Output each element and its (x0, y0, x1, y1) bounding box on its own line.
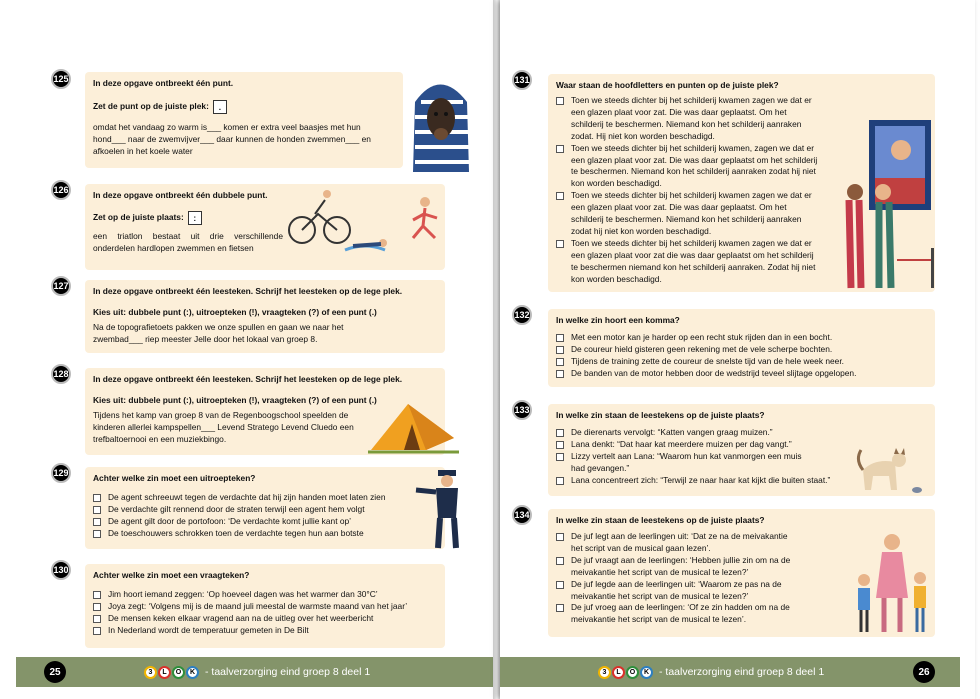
answer-option[interactable]: Lana concentreert zich: “Terwijl ze naar haar kat kijkt die buiten staat.” (556, 475, 856, 487)
checkbox[interactable] (556, 533, 564, 541)
answer-option[interactable]: In Nederland wordt de temperatuur gemeten in De Bilt (93, 625, 437, 637)
answer-option[interactable]: De mensen keken elkaar vragend aan na de uitleg over het weerbericht (93, 613, 437, 625)
checkbox[interactable] (93, 591, 101, 599)
police-officer-illustration (410, 468, 470, 550)
answer-option[interactable]: De juf legde aan de leerlingen uit: ‘Waarom ze pas na de meivakantie het script van de musical te lezen?’ (556, 579, 796, 603)
answer-option[interactable]: Lizzy vertelt aan Lana: “Waarom hun kat vanmorgen een muis had gevangen.” (556, 451, 816, 475)
checkbox[interactable] (556, 477, 564, 485)
answer-option[interactable]: De juf vraagt aan de leerlingen: ‘Hebben jullie zin om na de meivakantie het script van de musical te lezen?’ (556, 555, 796, 579)
answer-option[interactable]: De banden van de motor hebben door de wedstrijd teveel slijtage opgelopen. (556, 368, 927, 380)
checkbox[interactable] (556, 581, 564, 589)
question-title: In welke zin hoort een komma? (556, 315, 680, 325)
answer-option[interactable]: Toen we steeds dichter bij het schilderij kwamen, zagen we dat er een glazen plaat voor zat. Die was daar geplaatst om het schilderij te beschermen. Niemand kon het schilderij aanraken zodat hij niet kon worden beschadigd. (556, 143, 818, 191)
question-title: In deze opgave ontbreekt één leesteken. Schrijf het leesteken op de lege plek. (93, 374, 403, 384)
page-footer (16, 657, 495, 687)
checkbox[interactable] (93, 627, 101, 635)
question-number: 134 (512, 505, 532, 525)
checkbox[interactable] (556, 358, 564, 366)
checkbox[interactable] (556, 370, 564, 378)
museum-painting-illustration (835, 118, 935, 290)
checkbox[interactable] (556, 557, 564, 565)
question-132-box (548, 309, 935, 387)
cat-mouse-illustration (855, 440, 935, 496)
answer-option[interactable]: De juf vroeg aan de leerlingen: ‘Of ze zin hadden om na de meivakantie het script van de musical te lezen’. (556, 602, 796, 626)
answer-option[interactable]: Tijdens de training zette de coureur de snelste tijd van de hele week neer. (556, 356, 927, 368)
page-number: 26 (913, 661, 935, 683)
checkbox[interactable] (556, 97, 564, 105)
checkbox[interactable] (556, 192, 564, 200)
question-number: 128 (51, 364, 71, 384)
question-number: 132 (512, 305, 532, 325)
question-instruction: Zet de punt op de juiste plek: (93, 101, 209, 112)
answer-option[interactable]: Lana denkt: “Dat haar kat meerdere muizen per dag vangt.” (556, 439, 856, 451)
answer-option[interactable]: De dierenarts vervolgt: “Katten vangen graag muizen.” (556, 427, 856, 439)
question-text: een triatlon bestaat uit drie verschillende onderdelen hardlopen zwemmen en fietsen (93, 230, 283, 253)
question-title: Waar staan de hoofdletters en punten op de juiste plek? (556, 80, 779, 90)
triathlon-illustration (285, 188, 445, 268)
answer-option[interactable]: De juf legt aan de leerlingen uit: ‘Dat ze na de meivakantie het script van de musical gaan lezen’. (556, 531, 796, 555)
question-text: Na de topografietoets pakken we onze spullen en gaan we naar het zwembad___ riep meester Jelle door het lokaal van groep 8. (93, 321, 344, 344)
question-number: 125 (51, 69, 71, 89)
3lok-logo: 3 L O K (598, 666, 654, 679)
question-title: In deze opgave ontbreekt één punt. (93, 78, 234, 88)
answer-option[interactable]: De agent gilt door de portofoon: ‘De verdachte komt jullie kant op’ (93, 516, 437, 528)
question-129-box (85, 467, 445, 549)
checkbox[interactable] (93, 615, 101, 623)
checkbox[interactable] (556, 453, 564, 461)
question-text: omdat het vandaag zo warm is___ komen er extra veel baasjes met hun hond___ naar de zwemvijver___ daar kunnen de honden zwemmen___ en afkoelen in het koele water (93, 121, 371, 156)
question-127-box (85, 280, 445, 353)
checkbox[interactable] (556, 441, 564, 449)
answer-option[interactable]: Toen we steeds dichter bij het schilderij kwamen zagen we dat er een glazen plaat voor zat. Die was daar geplaatst. Om het schilderij te beschermen. Niemand kon het schilderij aanraken zodat hij niet kon worden beschadigd. (556, 190, 818, 238)
question-number: 129 (51, 463, 71, 483)
question-number: 130 (51, 560, 71, 580)
checkbox[interactable] (93, 494, 101, 502)
question-title: In welke zin staan de leestekens op de juiste plaats? (556, 515, 765, 525)
teacher-children-illustration (852, 528, 934, 636)
dog-towel-illustration (405, 62, 475, 172)
question-number: 131 (512, 70, 532, 90)
page-footer (500, 657, 960, 687)
page-number: 25 (44, 661, 66, 683)
checkbox[interactable] (93, 603, 101, 611)
answer-option[interactable]: Met een motor kan je harder op een recht stuk rijden dan in een bocht. (556, 332, 927, 344)
answer-option[interactable]: Jim hoort iemand zeggen: ‘Op hoeveel dagen was het warmer dan 30°C’ (93, 589, 437, 601)
punctuation-mark-box: : (188, 211, 202, 225)
answer-option[interactable]: De verdachte gilt rennend door de straten terwijl een agent hem volgt (93, 504, 437, 516)
checkbox[interactable] (93, 518, 101, 526)
checkbox[interactable] (93, 506, 101, 514)
question-130-box (85, 564, 445, 648)
question-title: Achter welke zin moet een vraagteken? (93, 570, 250, 580)
question-number: 126 (51, 180, 71, 200)
question-instruction: Zet op de juiste plaats: (93, 212, 184, 223)
answer-option[interactable]: De coureur hield gisteren geen rekening met de vele scherpe bochten. (556, 344, 927, 356)
question-number: 133 (512, 400, 532, 420)
answer-option[interactable]: Toen we steeds dichter bij het schilderij kwamen zagen we dat er een glazen plaat voor zat. Die was daar geplaatst. Om het schilderij te beschermen. Niemand kon het schilderij aanraken zodat. Hij niet kon worden beschadigd. (556, 95, 818, 143)
3lok-logo: 3 L O K (144, 666, 200, 679)
question-instruction: Kies uit: dubbele punt (:), uitroepteken (!), vraagteken (?) of een punt (.) (93, 306, 377, 317)
punctuation-mark-box: . (213, 100, 227, 114)
footer-title: - taalverzorging eind groep 8 deel 1 (205, 666, 371, 678)
question-instruction: Kies uit: dubbele punt (:), uitroepteken (!), vraagteken (?) of een punt (.) (93, 394, 377, 405)
question-title: In welke zin staan de leestekens op de juiste plaats? (556, 410, 765, 420)
question-text: Tijdens het kamp van groep 8 van de Regenboogschool speelden de kinderen allerlei kampspellen___ Levend Stratego Levend Cluedo een trefbaltoernooi en een muziekbingo. (93, 409, 354, 444)
checkbox[interactable] (556, 346, 564, 354)
checkbox[interactable] (93, 530, 101, 538)
checkbox[interactable] (556, 604, 564, 612)
answer-option[interactable]: Joya zegt: ‘Volgens mij is de maand juli meestal de warmste maand van het jaar’ (93, 601, 437, 613)
checkbox[interactable] (556, 240, 564, 248)
answer-option[interactable]: Toen we steeds dichter bij het schilderij kwamen zagen we dat er een glazen plaat voor zat die was daar geplaatst om het schilderij te beschermen niemand kon het schilderij aanraken. Zodat hij niet kon worden beschadigd. (556, 238, 818, 286)
checkbox[interactable] (556, 429, 564, 437)
footer-title: - taalverzorging eind groep 8 deel 1 (659, 666, 825, 678)
question-title: In deze opgave ontbreekt één leesteken. Schrijf het leesteken op de lege plek. (93, 286, 403, 296)
answer-option[interactable]: De agent schreeuwt tegen de verdachte dat hij zijn handen moet laten zien (93, 492, 437, 504)
answer-option[interactable]: De toeschouwers schrokken toen de verdachte tegen hun aan botste (93, 528, 437, 540)
checkbox[interactable] (556, 145, 564, 153)
question-125-box (85, 72, 403, 168)
question-title: In deze opgave ontbreekt één dubbele punt. (93, 190, 268, 200)
right-page (500, 0, 975, 699)
question-title: Achter welke zin moet een uitroepteken? (93, 473, 256, 483)
tent-illustration (366, 398, 461, 456)
checkbox[interactable] (556, 334, 564, 342)
question-number: 127 (51, 276, 71, 296)
